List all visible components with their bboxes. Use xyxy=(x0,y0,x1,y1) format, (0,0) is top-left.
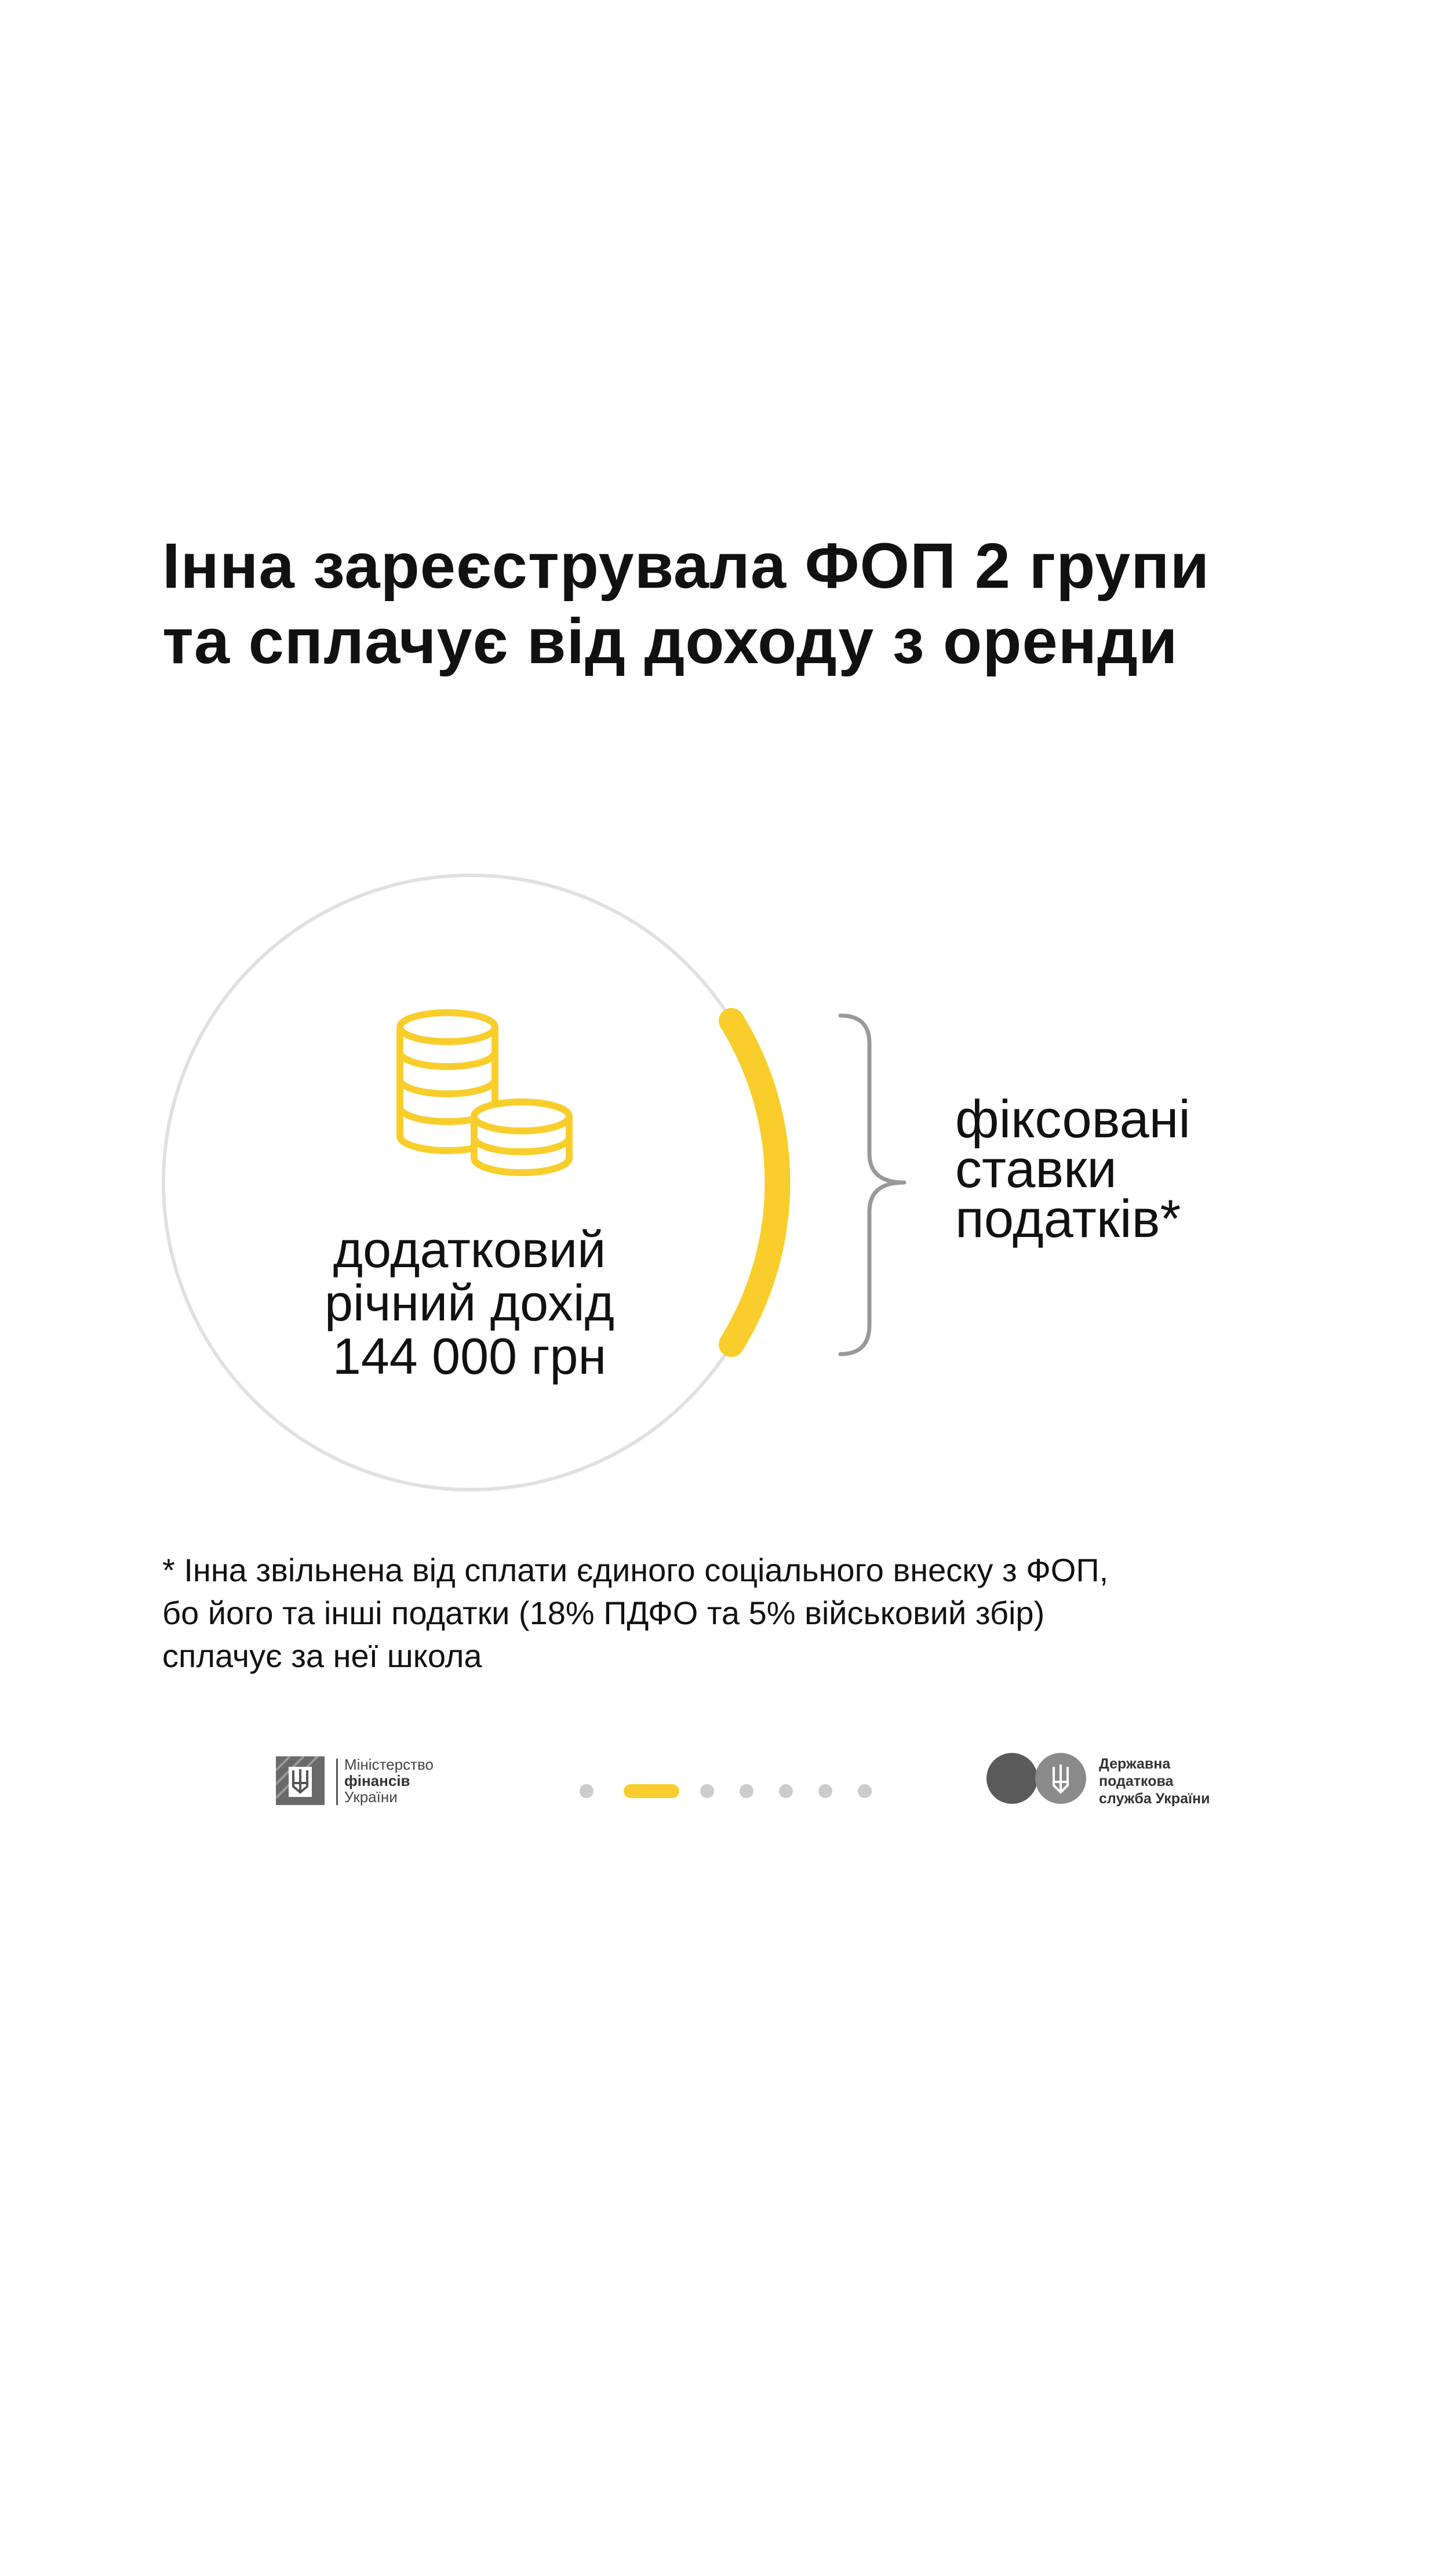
ministry-of-finance-logo xyxy=(276,1756,461,1809)
title-line-1: Інна зареєструвала ФОП 2 групи xyxy=(162,530,1210,602)
pagination-dot[interactable] xyxy=(740,1784,753,1798)
footnote-line-3: сплачує за неї школа xyxy=(162,1638,482,1674)
income-label xyxy=(168,1223,771,1383)
tax-service-name-line-1: Державна xyxy=(1099,1756,1171,1772)
title-line-2: та сплачує від доходу з оренди xyxy=(162,606,1178,677)
pagination-dot[interactable] xyxy=(580,1784,594,1798)
footnote-line-1: * Інна звільнена від сплати єдиного соціального внеску з ФОП, xyxy=(162,1552,1109,1588)
coins-icon xyxy=(400,1013,569,1173)
pagination-dot[interactable] xyxy=(779,1784,793,1798)
ministry-name xyxy=(344,1756,434,1805)
fixed-rates-label xyxy=(955,1090,1190,1249)
income-label-line-1: додатковий xyxy=(333,1221,606,1278)
tax-service-name-line-3: служба України xyxy=(1099,1791,1210,1807)
fixed-rates-line-1: фіксовані xyxy=(955,1090,1190,1149)
footnote xyxy=(162,1549,1310,1678)
pagination-dot[interactable] xyxy=(700,1784,714,1798)
tax-service-name xyxy=(1099,1755,1210,1807)
income-circle xyxy=(163,875,778,1490)
pagination-dot[interactable] xyxy=(818,1784,832,1798)
state-tax-service-logo xyxy=(986,1752,1230,1810)
pagination-dot-active[interactable] xyxy=(624,1784,679,1798)
fixed-rates-line-3: податків* xyxy=(955,1189,1181,1249)
curly-brace-icon xyxy=(840,1016,904,1354)
income-amount: 144 000 грн xyxy=(332,1327,607,1385)
pagination-dot[interactable] xyxy=(858,1784,872,1798)
fixed-rates-line-2: ставки xyxy=(955,1140,1117,1199)
tax-service-emblem xyxy=(986,1752,1091,1805)
income-label-line-2: річний дохід xyxy=(325,1274,614,1331)
footnote-line-2: бо його та інші податки (18% ПДФО та 5% військовий збір) xyxy=(162,1595,1045,1631)
trident-icon xyxy=(276,1756,325,1805)
ministry-name-line-1: Міністерство xyxy=(344,1756,434,1773)
logo-divider xyxy=(336,1759,338,1805)
tax-service-name-line-2: податкова xyxy=(1099,1773,1174,1789)
ministry-name-line-3: України xyxy=(344,1788,398,1806)
pagination-dots xyxy=(580,1784,881,1798)
ministry-name-line-2: фінансів xyxy=(344,1772,410,1789)
